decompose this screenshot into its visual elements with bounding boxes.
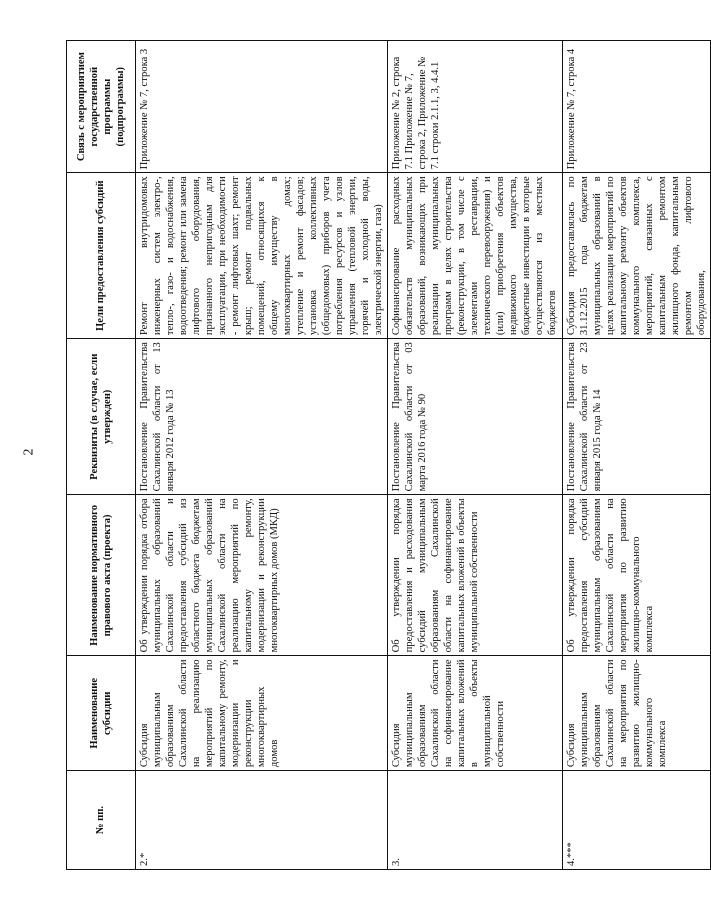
header-goals: Цели предоставления субсидий (67, 173, 136, 339)
cell-requisites: Постановление Правительства Сахалинской области от 23 января 2015 года № 14 (562, 339, 710, 495)
cell-subsidy: Субсидия муниципальным образованиям Сахалинской области на софинансирование капитальных вложений в объекты муниципальной собственности (388, 656, 562, 771)
cell-goals: Субсидия предоставлялась по 31.12.2015 года бюджетам муниципальных образований в целях реализации мероприятий по капитальному ремонту объектов коммунального комплекса, мероприятий, связанных с капитальным ремонтом жилищного фонда, капитальным ремонтом лифтового оборудования, (562, 173, 710, 339)
table-header-row (67, 41, 136, 870)
cell-goals: Ремонт внутридомовых инженерных систем электро-, тепло-, газо- и водоснабжения, водоотведения; ремонт или замена лифтового оборудования, признанного непригодным для эксплуатации, при необходимости - ремонт лифтовых шахт; ремонт крыш; ремонт подвальных помещений, относящихся к общему имуществу в многоквартирных домах; утепление и ремонт фасадов; установка коллективных (общедомовых) приборов учета потребления ресурсов и узлов управления (тепловой энергии, горячей и холодной воды, электрической энергии, газа) (136, 173, 388, 339)
cell-act: Об утверждении порядка предоставления субсидий муниципальным образованиям Сахалинской области на мероприятия по развитию жилищно-коммунального комплекса (562, 495, 710, 656)
cell-subsidy: Субсидия муниципальным образованиям Сахалинской области на реализацию мероприятий по капитальному ремонту, модернизации и реконструкции многоквартирных домов (136, 656, 388, 771)
cell-link: Приложение № 7, строка 3 (136, 41, 388, 173)
table-row (388, 41, 562, 870)
subsidies-table (66, 40, 711, 870)
cell-num: 4.*** (562, 771, 710, 870)
header-link: Связь с мероприятием государственной программы (подпрограммы) (67, 41, 136, 173)
cell-link: Приложение № 7, строка 4 (562, 41, 710, 173)
rotated-table-container (66, 40, 707, 870)
cell-num: 3. (388, 771, 562, 870)
page-number: 2 (21, 448, 37, 456)
header-subsidy: Наименование субсидии (67, 656, 136, 771)
cell-act: Об утверждении порядка отбора муниципальных образований Сахалинской области и предоставления субсидий из областного бюджета бюджетам муниципальных образований Сахалинской области на реализацию мероприятий по капитальному ремонту, модернизации и реконструкции многоквартирных домов (МКД) (136, 495, 388, 656)
cell-num: 2.* (136, 771, 388, 870)
table-row (136, 41, 388, 870)
cell-subsidy: Субсидия муниципальным образованиям Сахалинской области на мероприятия по развитию жилищно-коммунального комплекса (562, 656, 710, 771)
cell-link: Приложение № 2, строка 7.1 Приложение № 7, строка 2, Приложение № 7.1 строки 2.1.1, 3, 4.4.1 (388, 41, 562, 173)
cell-requisites: Постановление Правительства Сахалинской области от 03 марта 2016 года № 90 (388, 339, 562, 495)
header-requisites: Реквизиты (в случае, если утвержден) (67, 339, 136, 495)
table-row (562, 41, 710, 870)
cell-requisites: Постановление Правительства Сахалинской области от 13 января 2012 года № 13 (136, 339, 388, 495)
cell-act: Об утверждении порядка предоставления и расходования субсидий муниципальным образованиям Сахалинской области на софинансирование капитальных вложений в объекты муниципальной собственности (388, 495, 562, 656)
header-num: № пп. (67, 771, 136, 870)
header-act: Наименование нормативного правового акта (проекта) (67, 495, 136, 656)
cell-goals: Софинансирование расходных обязательств муниципальных образований, возникающих при реализации муниципальных программ в целях строительства (реконструкции, в том числе с элементами реставрации, технического перевооружения) и (или) приобретения объектов недвижимого имущества, бюджетные инвестиции в которые осуществляются из местных бюджетов (388, 173, 562, 339)
